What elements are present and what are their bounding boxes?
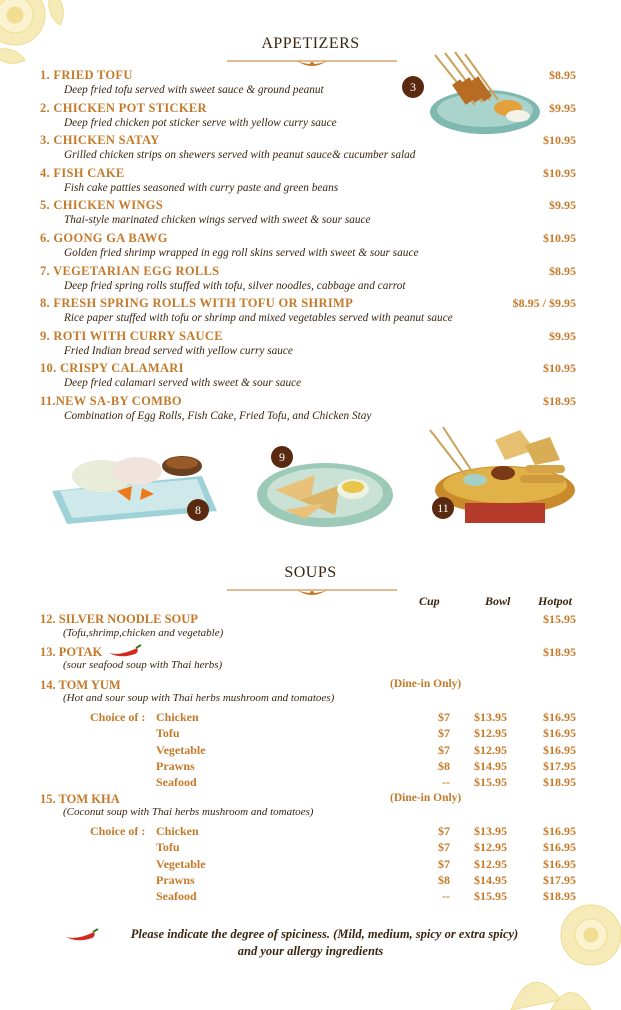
price-cup: $8 <box>438 873 450 887</box>
price-hotpot: $17.95 <box>543 759 576 773</box>
item-name: 6. GOONG GA BAWG <box>40 231 168 245</box>
price-bowl: $13.95 <box>474 710 507 724</box>
price-cup: $8 <box>438 759 450 773</box>
price-hotpot: $16.95 <box>543 726 576 740</box>
soup-option-name: Tofu <box>156 840 180 854</box>
price-hotpot: $16.95 <box>543 710 576 724</box>
item-name: 5. CHICKEN WINGS <box>40 198 163 212</box>
price-bowl: $12.95 <box>474 840 507 854</box>
menu-item <box>40 231 580 259</box>
item-price: $10.95 <box>543 361 576 375</box>
spiciness-note: Please indicate the degree of spiciness. (Mild, medium, spicy or extra spicy) <box>130 927 519 941</box>
price-cup: $7 <box>438 840 450 854</box>
item-price: $10.95 <box>543 231 576 245</box>
item-name: 9. ROTI WITH CURRY SAUCE <box>40 329 223 343</box>
appetizers-heading: APPETIZERS <box>261 35 360 52</box>
soup-option-name: Vegetable <box>156 743 206 757</box>
soup-name-tom-yum: 14. TOM YUM <box>40 678 121 692</box>
price-hotpot: $18.95 <box>543 889 576 903</box>
chicken-satay-photo <box>420 50 540 140</box>
item-description: Deep fried chicken pot sticker serve with yellow curry sauce <box>64 117 337 129</box>
item-description: Golden fried shrimp wrapped in egg roll skins served with sweet & sour sauce <box>64 247 419 259</box>
item-price: $10.95 <box>543 133 576 147</box>
price-bowl: $12.95 <box>474 726 507 740</box>
soup-option-name: Chicken <box>156 824 199 838</box>
item-name: 7. VEGETARIAN EGG ROLLS <box>40 264 220 278</box>
item-name: 3. CHICKEN SATAY <box>40 133 160 147</box>
price-bowl: $14.95 <box>474 873 507 887</box>
item-description: Deep fried calamari served with sweet & sour sauce <box>64 377 302 389</box>
price-hotpot: $17.95 <box>543 873 576 887</box>
photo-badge-8: 8 <box>187 499 209 521</box>
item-price: $18.95 <box>543 394 576 408</box>
soup-desc-potak: (sour seafood soup with Thai herbs) <box>63 659 223 671</box>
price-hotpot: $15.95 <box>543 612 576 626</box>
item-price: $10.95 <box>543 166 576 180</box>
price-hotpot: $16.95 <box>543 840 576 854</box>
item-name: 4. FISH CAKE <box>40 166 125 180</box>
soup-desc-tom-kha: (Coconut soup with Thai herbs mushroom and tomatoes) <box>63 806 314 818</box>
price-cup: -- <box>442 889 450 903</box>
allergy-note: and your allergy ingredients <box>237 944 384 958</box>
item-description: Deep fried tofu served with sweet sauce & ground peanut <box>64 84 324 96</box>
soup-option-name: Seafood <box>156 775 197 789</box>
soup-name-tom-kha: 15. TOM KHA <box>40 792 120 806</box>
price-bowl: $13.95 <box>474 824 507 838</box>
item-price: $8.95 <box>549 68 576 82</box>
price-bowl: $14.95 <box>474 759 507 773</box>
menu-item <box>40 394 580 422</box>
item-description: Grilled chicken strips on shewers served with peanut sauce& cucumber salad <box>64 149 416 161</box>
photo-badge-9: 9 <box>271 446 293 468</box>
soup-option-name: Vegetable <box>156 857 206 871</box>
menu-item <box>40 264 580 292</box>
soup-desc-tom-yum: (Hot and sour soup with Thai herbs mushroom and tomatoes) <box>63 692 335 704</box>
column-header-bowl: Bowl <box>485 594 511 608</box>
item-description: Deep fried spring rolls stuffed with tofu, silver noodles, cabbage and carrot <box>64 280 406 292</box>
soup-name-silver-noodle: 12. SILVER NOODLE SOUP <box>40 612 198 626</box>
item-price: $9.95 <box>549 198 576 212</box>
chili-pepper-icon <box>107 644 143 658</box>
item-price: $9.95 <box>549 101 576 115</box>
soup-name-potak: 13. POTAK <box>40 645 103 659</box>
price-cup: $7 <box>438 710 450 724</box>
price-hotpot: $16.95 <box>543 824 576 838</box>
menu-item <box>40 198 580 226</box>
soup-option-name: Tofu <box>156 726 180 740</box>
price-cup: $7 <box>438 743 450 757</box>
item-price: $9.95 <box>549 329 576 343</box>
price-cup: $7 <box>438 726 450 740</box>
price-cup: -- <box>442 775 450 789</box>
menu-item <box>40 329 580 357</box>
column-header-hotpot: Hotpot <box>538 594 573 608</box>
price-hotpot: $18.95 <box>543 645 576 659</box>
choice-label: Choice of : <box>90 824 146 838</box>
price-cup: $7 <box>438 824 450 838</box>
price-hotpot: $16.95 <box>543 857 576 871</box>
ornamental-flourish-icon <box>227 585 397 599</box>
dine-in-note: (Dine-in Only) <box>390 678 462 690</box>
item-description: Combination of Egg Rolls, Fish Cake, Fried Tofu, and Chicken Stay <box>64 410 372 422</box>
menu-item <box>40 166 580 194</box>
choice-label: Choice of : <box>90 710 146 724</box>
item-name: 2. CHICKEN POT STICKER <box>40 101 207 115</box>
photo-badge-3: 3 <box>402 76 424 98</box>
photo-badge-11: 11 <box>432 497 454 519</box>
dine-in-note: (Dine-in Only) <box>390 792 462 804</box>
menu-item <box>40 296 580 324</box>
item-name: 11.NEW SA-BY COMBO <box>40 394 182 408</box>
item-name: 1. FRIED TOFU <box>40 68 133 82</box>
price-cup: $7 <box>438 857 450 871</box>
item-price: $8.95 / $9.95 <box>512 296 576 310</box>
soups-heading: SOUPS <box>284 564 337 581</box>
item-description: Rice paper stuffed with tofu or shrimp and mixed vegetables served with peanut sauce <box>64 312 453 324</box>
menu-item <box>40 361 580 389</box>
price-bowl: $12.95 <box>474 857 507 871</box>
item-price: $8.95 <box>549 264 576 278</box>
item-name: 10. CRISPY CALAMARI <box>40 361 184 375</box>
soup-option-name: Chicken <box>156 710 199 724</box>
item-description: Fish cake patties seasoned with curry paste and green beans <box>64 182 339 194</box>
column-header-cup: Cup <box>419 594 440 608</box>
item-description: Fried Indian bread served with yellow curry sauce <box>64 345 293 357</box>
price-hotpot: $18.95 <box>543 775 576 789</box>
price-bowl: $12.95 <box>474 743 507 757</box>
item-name: 8. FRESH SPRING ROLLS WITH TOFU OR SHRIMP <box>40 296 354 310</box>
soup-desc-silver-noodle: (Tofu,shrimp,chicken and vegetable) <box>63 627 224 639</box>
soup-option-name: Prawns <box>156 873 195 887</box>
soup-option-name: Seafood <box>156 889 197 903</box>
price-bowl: $15.95 <box>474 775 507 789</box>
soup-option-name: Prawns <box>156 759 195 773</box>
price-hotpot: $16.95 <box>543 743 576 757</box>
item-description: Thai-style marinated chicken wings served with sweet & sour sauce <box>64 214 371 226</box>
price-bowl: $15.95 <box>474 889 507 903</box>
